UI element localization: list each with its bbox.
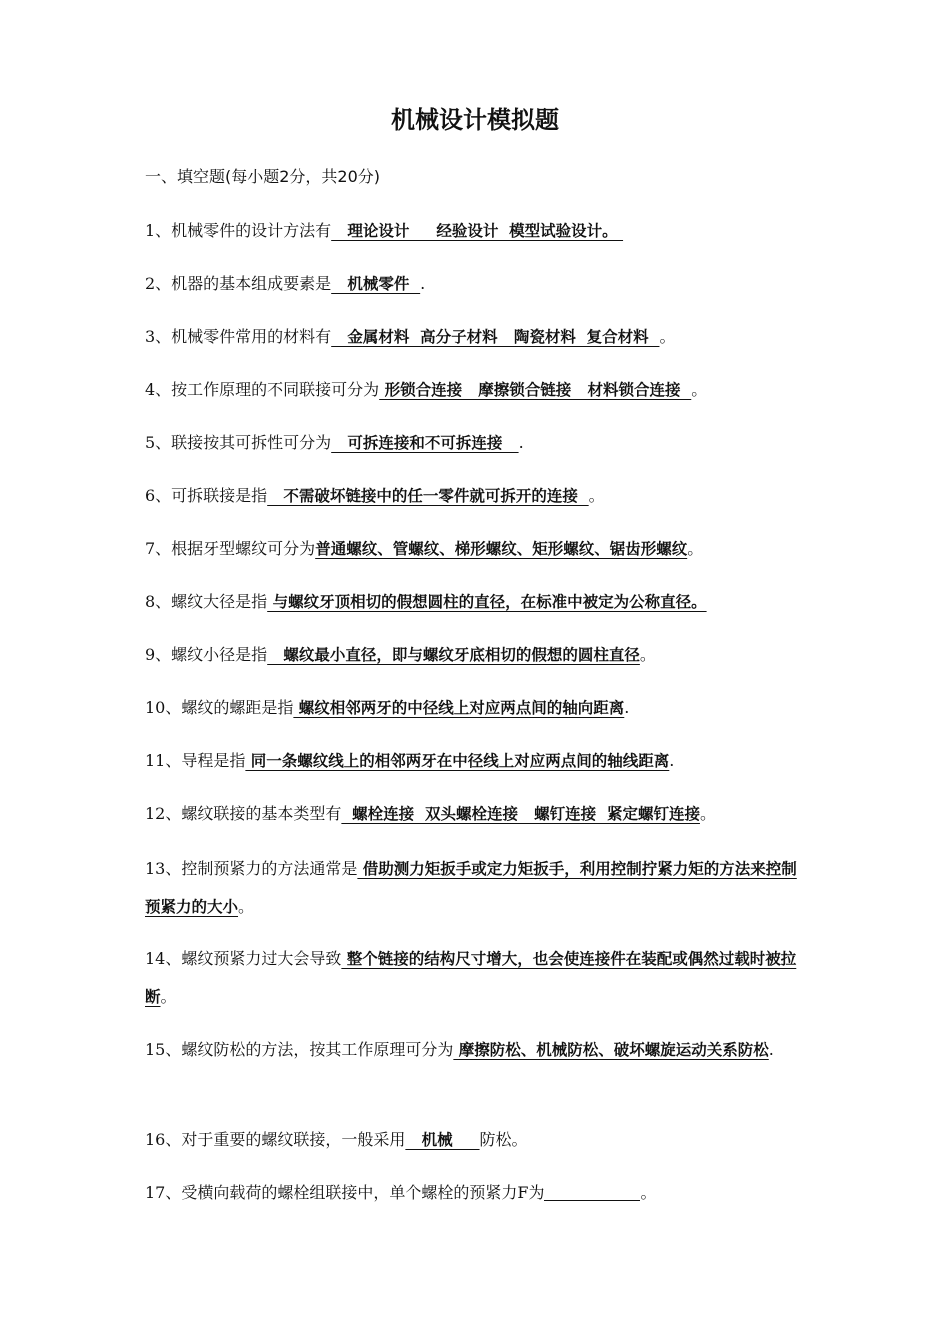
question-suffix: 。 <box>687 539 704 558</box>
question-text: 16、对于重要的螺纹联接，一般采用 <box>145 1130 406 1149</box>
page-title: 机械设计模拟题 <box>391 106 559 134</box>
question-9 <box>145 636 810 674</box>
question-3 <box>145 318 810 356</box>
question-12 <box>145 795 810 833</box>
question-2 <box>145 265 810 303</box>
question-text: 2、机器的基本组成要素是 <box>145 274 332 293</box>
question-text: 7、根据牙型螺纹可分为 <box>145 539 316 558</box>
question-suffix: 。 <box>699 804 716 823</box>
question-text: 14、螺纹预紧力过大会导致 <box>145 949 342 968</box>
question-17 <box>145 1174 810 1212</box>
question-text: 3、机械零件常用的材料有 <box>145 327 332 346</box>
question-text: 8、螺纹大径是指 <box>145 592 268 611</box>
question-15 <box>145 1031 810 1069</box>
question-suffix: . <box>669 751 675 770</box>
answer: 螺纹最小直径，即与螺纹牙底相切的假想的圆柱直径 <box>267 646 640 664</box>
question-16 <box>145 1121 810 1159</box>
question-7 <box>145 530 810 568</box>
answer: 可拆连接和不可拆连接 <box>331 434 519 452</box>
answer: 同一条螺纹线上的相邻两牙在中径线上对应两点间的轴线距离 <box>245 752 670 770</box>
question-8 <box>145 583 810 621</box>
answer-blank <box>544 1184 640 1201</box>
answer: 借助测力矩扳手或定力矩扳手，利用控制拧紧力矩的方法来控制预紧力的大小 <box>145 860 797 916</box>
question-suffix: . <box>518 433 524 452</box>
question-6 <box>145 477 810 515</box>
answer: 金属材料 高分子材料 陶瓷材料 复合材料 <box>331 328 660 346</box>
question-suffix: 。 <box>588 486 605 505</box>
answer: 机械零件 <box>331 275 421 293</box>
question-5 <box>145 424 810 462</box>
answer: 普通螺纹、管螺纹、梯形螺纹、矩形螺纹、锯齿形螺纹 <box>315 540 688 558</box>
answer: 与螺纹牙顶相切的假想圆柱的直径，在标准中被定为公称直径。 <box>267 593 707 611</box>
question-suffix: 。 <box>659 327 676 346</box>
question-suffix: 。 <box>691 380 708 399</box>
question-text: 4、按工作原理的不同联接可分为 <box>145 380 380 399</box>
question-11 <box>145 742 810 780</box>
answer: 形锁合连接 摩擦锁合链接 材料锁合连接 <box>379 381 692 399</box>
question-suffix: . <box>624 698 630 717</box>
question-suffix: 。 <box>238 897 255 916</box>
answer: 不需破坏链接中的任一零件就可拆开的连接 <box>267 487 589 505</box>
question-suffix: . <box>768 1040 774 1059</box>
question-text: 13、控制预紧力的方法通常是 <box>145 859 358 878</box>
question-14 <box>145 940 810 1016</box>
question-text: 17、受横向载荷的螺栓组联接中，单个螺栓的预紧力F为 <box>145 1183 545 1202</box>
question-text: 10、螺纹的螺距是指 <box>145 698 294 717</box>
question-text: 9、螺纹小径是指 <box>145 645 268 664</box>
question-text: 11、导程是指 <box>145 751 246 770</box>
question-text: 12、螺纹联接的基本类型有 <box>145 804 342 823</box>
question-text: 5、联接按其可拆性可分为 <box>145 433 332 452</box>
answer: 机械 <box>405 1131 480 1149</box>
question-suffix: 。 <box>640 1183 657 1202</box>
question-text: 6、可拆联接是指 <box>145 486 268 505</box>
question-13 <box>145 850 810 926</box>
answer: 理论设计 经验设计 模型试验设计。 <box>331 222 624 240</box>
section-heading: 一、填空题(每小题2分，共20分) <box>145 167 381 186</box>
answer: 螺纹相邻两牙的中径线上对应两点间的轴向距离 <box>293 699 625 717</box>
question-suffix: 。 <box>639 645 656 664</box>
question-text: 1、机械零件的设计方法有 <box>145 221 332 240</box>
question-suffix: 防松。 <box>479 1130 528 1149</box>
question-suffix: 。 <box>160 987 177 1006</box>
question-4 <box>145 371 810 409</box>
answer: 摩擦防松、机械防松、破坏螺旋运动关系防松 <box>453 1041 769 1059</box>
question-10 <box>145 689 810 727</box>
question-suffix: . <box>420 274 426 293</box>
answer: 整个链接的结构尺寸增大，也会使连接件在装配或偶然过载时被拉断 <box>145 950 797 1006</box>
question-text: 15、螺纹防松的方法，按其工作原理可分为 <box>145 1040 454 1059</box>
answer: 螺栓连接 双头螺栓连接 螺钉连接 紧定螺钉连接 <box>341 805 700 823</box>
question-1 <box>145 212 810 250</box>
